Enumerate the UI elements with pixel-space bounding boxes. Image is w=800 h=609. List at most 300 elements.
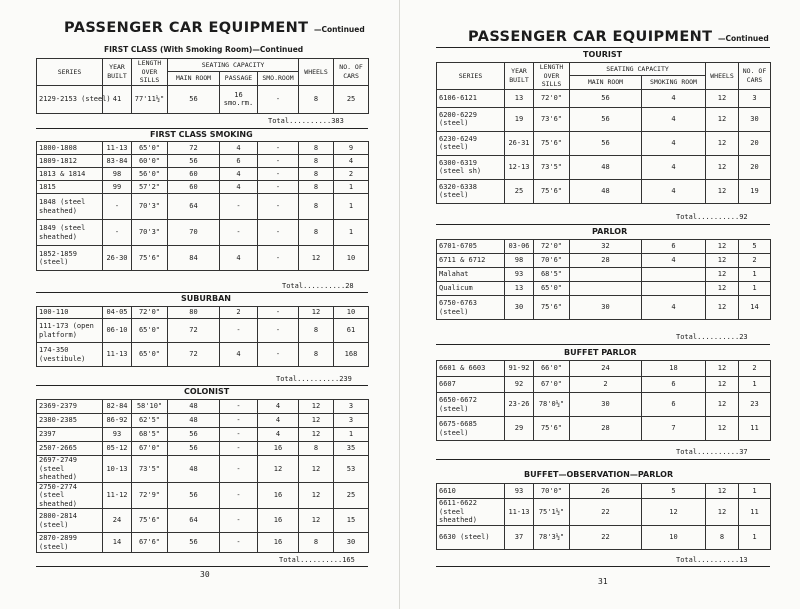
cell-series: 6630 (steel) (437, 525, 505, 549)
cell-wheels: 12 (706, 282, 739, 296)
cell-smoking-room: - (258, 319, 299, 343)
divider (36, 566, 368, 567)
cell-wheels: 12 (706, 296, 739, 320)
cell-length: 73'5" (534, 155, 570, 179)
cell-length: 67'6" (132, 533, 168, 553)
cell-wheels: 12 (706, 499, 739, 526)
cell-year: 11-13 (505, 499, 534, 526)
cell-series: 1852-1859 (steel) (37, 246, 103, 271)
cell-smoking-room: - (258, 155, 299, 168)
cell-wheels: 12 (299, 509, 334, 533)
cell-series: 2507-2665 (37, 442, 103, 456)
cell-year: 03-06 (505, 240, 534, 254)
cell-passage: - (220, 482, 258, 509)
cell-year: - (103, 220, 132, 246)
table-row (37, 343, 369, 367)
col-header-main-room: MAIN ROOM (168, 72, 220, 85)
cell-smoking-room: 4 (642, 296, 706, 320)
cell-wheels: 12 (706, 361, 739, 377)
cell-wheels: 8 (299, 319, 334, 343)
table-row (437, 484, 771, 499)
cell-main-room: 72 (168, 343, 220, 367)
page-title-text: PASSENGER CAR EQUIPMENT (468, 29, 713, 45)
cell-series: 6675-6685 (steel) (437, 417, 505, 441)
table-row (437, 417, 771, 441)
cell-smoking-room: 18 (642, 361, 706, 377)
section-total: Total..........165 (279, 556, 355, 564)
col-header-length: LENGTH OVER SILLS (534, 63, 570, 90)
page-number: 30 (200, 570, 210, 579)
cell-smoking-room: 10 (642, 525, 706, 549)
cell-main-room: 24 (570, 361, 642, 377)
cell-year: 26-30 (103, 246, 132, 271)
cell-length: 70'6" (534, 254, 570, 268)
cell-cars: 1 (739, 268, 771, 282)
cell-passage: - (220, 194, 258, 220)
cell-length: 75'6" (132, 509, 168, 533)
col-header-year-built: YEAR BUILT (103, 59, 132, 86)
section-title: FIRST CLASS SMOKING (150, 130, 253, 139)
cell-year: 13 (505, 282, 534, 296)
suburban-table (36, 306, 369, 367)
cell-length: 75'6" (534, 417, 570, 441)
cell-main-room: 60 (168, 181, 220, 194)
cell-passage: - (220, 319, 258, 343)
cell-cars: 1 (334, 220, 369, 246)
table-row (37, 194, 369, 220)
cell-cars: 1 (334, 181, 369, 194)
table-row (37, 533, 369, 553)
table-row (437, 393, 771, 417)
cell-year: 26-31 (505, 131, 534, 155)
cell-length: 75'1½" (534, 499, 570, 526)
cell-smoking-room: - (258, 142, 299, 155)
cell-cars: 2 (739, 361, 771, 377)
cell-main-room: 70 (168, 220, 220, 246)
table-row (437, 155, 771, 179)
cell-cars: 14 (739, 296, 771, 320)
table-row (437, 499, 771, 526)
cell-series: 6300-6319 (steel sh) (437, 155, 505, 179)
divider (436, 566, 770, 567)
cell-series: Malahat (437, 268, 505, 282)
cell-wheels: 12 (706, 254, 739, 268)
parlor-table (436, 239, 771, 320)
cell-smoking-room: - (258, 246, 299, 271)
cell-main-room: 32 (570, 240, 642, 254)
cell-cars: 30 (334, 533, 369, 553)
cell-main-room: 56 (570, 131, 642, 155)
first-class-smoking-room-table (36, 58, 369, 114)
header-row (37, 59, 369, 72)
cell-main-room: 30 (570, 393, 642, 417)
cell-smoking-room: 4 (642, 155, 706, 179)
cell-length: 66'0" (534, 361, 570, 377)
cell-cars: 9 (334, 142, 369, 155)
cell-year: 11-13 (103, 142, 132, 155)
cell-cars: 1 (334, 194, 369, 220)
table-row (437, 296, 771, 320)
cell-main-room: 56 (168, 533, 220, 553)
continued-label: —Continued (717, 34, 769, 43)
col-header-year-built: YEAR BUILT (505, 63, 534, 90)
cell-length: 65'0" (132, 142, 168, 155)
table-row (37, 155, 369, 168)
cell-cars: 20 (739, 155, 771, 179)
cell-main-room: 56 (168, 442, 220, 456)
cell-passage: 4 (220, 142, 258, 155)
cell-year: 82-84 (103, 400, 132, 414)
cell-main-room: 56 (570, 89, 642, 107)
divider (36, 385, 368, 386)
cell-length: 62'5" (132, 414, 168, 428)
cell-series: 6607 (437, 377, 505, 393)
cell-length: 72'0" (132, 307, 168, 319)
cell-cars: 30 (739, 107, 771, 131)
cell-length: 56'0" (132, 168, 168, 181)
cell-length: 57'2" (132, 181, 168, 194)
cell-wheels: 12 (706, 268, 739, 282)
cell-length: 70'0" (534, 484, 570, 499)
col-header-series: SERIES (37, 59, 103, 86)
divider (36, 128, 368, 129)
cell-series: 2800-2814 (steel) (37, 509, 103, 533)
cell-series: 100-110 (37, 307, 103, 319)
cell-cars: 10 (334, 246, 369, 271)
cell-series: 6200-6229 (steel) (437, 107, 505, 131)
cell-smoking-room: - (258, 307, 299, 319)
table-row (37, 307, 369, 319)
right-page (400, 0, 800, 609)
cell-passage: 16 smo.rm. (220, 85, 258, 113)
cell-length: 65'0" (534, 282, 570, 296)
section-title: SUBURBAN (181, 294, 231, 303)
cell-length: 78'0½" (534, 393, 570, 417)
section-title: FIRST CLASS (With Smoking Room)—Continued (104, 45, 304, 54)
table-row (437, 525, 771, 549)
section-title: BUFFET—OBSERVATION—PARLOR (524, 470, 674, 479)
cell-cars: 25 (334, 85, 369, 113)
cell-series: 2750-2774 (steel sheathed) (37, 482, 103, 509)
cell-passage: - (220, 428, 258, 442)
cell-length: 73'5" (132, 456, 168, 483)
table-row (437, 240, 771, 254)
cell-cars: 10 (334, 307, 369, 319)
col-header-wheels: WHEELS (706, 63, 739, 90)
cell-series: 6611-6622 (steel sheathed) (437, 499, 505, 526)
cell-series: 6711 & 6712 (437, 254, 505, 268)
cell-smoking-room: 12 (642, 499, 706, 526)
cell-length: 65'0" (132, 343, 168, 367)
cell-wheels: 12 (299, 428, 334, 442)
cell-smoking-room: - (258, 181, 299, 194)
page-title-text: PASSENGER CAR EQUIPMENT (64, 20, 309, 36)
cell-wheels: 8 (299, 155, 334, 168)
cell-cars: 19 (739, 179, 771, 203)
cell-cars: 2 (334, 168, 369, 181)
cell-series: 1809-1812 (37, 155, 103, 168)
cell-smoking-room: 16 (258, 533, 299, 553)
cell-year: 12-13 (505, 155, 534, 179)
cell-series: 6750-6763 (steel) (437, 296, 505, 320)
cell-cars: 35 (334, 442, 369, 456)
cell-passage: 4 (220, 246, 258, 271)
cell-series: 1815 (37, 181, 103, 194)
cell-length: 73'6" (534, 107, 570, 131)
cell-cars: 1 (739, 282, 771, 296)
cell-wheels: 12 (706, 179, 739, 203)
table-row (37, 142, 369, 155)
cell-smoking-room: 7 (642, 417, 706, 441)
cell-series: 6320-6338 (steel) (437, 179, 505, 203)
buffet-parlor-table (436, 360, 771, 441)
cell-series: 1813 & 1814 (37, 168, 103, 181)
cell-length: 68'5" (534, 268, 570, 282)
cell-year: 29 (505, 417, 534, 441)
table-row (37, 246, 369, 271)
cell-wheels: 12 (706, 417, 739, 441)
cell-passage: 6 (220, 155, 258, 168)
cell-year: 10-13 (103, 456, 132, 483)
table-row (37, 181, 369, 194)
table-row (437, 361, 771, 377)
cell-year: 98 (505, 254, 534, 268)
cell-cars: 1 (739, 525, 771, 549)
cell-cars: 53 (334, 456, 369, 483)
cell-year: 14 (103, 533, 132, 553)
section-title: BUFFET PARLOR (564, 348, 637, 357)
cell-year: 11-12 (103, 482, 132, 509)
cell-cars: 3 (334, 414, 369, 428)
cell-smoking-room: 6 (642, 240, 706, 254)
cell-wheels: 12 (706, 484, 739, 499)
cell-year: 93 (505, 484, 534, 499)
cell-series: 1849 (steel sheathed) (37, 220, 103, 246)
cell-main-room: 60 (168, 168, 220, 181)
continued-label: —Continued (313, 25, 365, 34)
cell-passage: - (220, 456, 258, 483)
cell-wheels: 12 (706, 131, 739, 155)
cell-wheels: 8 (299, 168, 334, 181)
cell-year: 93 (103, 428, 132, 442)
colonist-table (36, 399, 369, 553)
cell-smoking-room: 5 (642, 484, 706, 499)
divider (436, 459, 770, 460)
table-row (37, 442, 369, 456)
cell-series: 2397 (37, 428, 103, 442)
cell-year: 19 (505, 107, 534, 131)
cell-smoking-room (642, 268, 706, 282)
cell-year: 83-84 (103, 155, 132, 168)
section-total: Total..........13 (676, 556, 748, 564)
cell-smoking-room: 4 (642, 89, 706, 107)
header-row (437, 63, 771, 76)
cell-wheels: 12 (299, 307, 334, 319)
cell-main-room: 28 (570, 417, 642, 441)
cell-wheels: 8 (299, 194, 334, 220)
cell-cars: 11 (739, 499, 771, 526)
cell-series: 111-173 (open platform) (37, 319, 103, 343)
cell-year: 37 (505, 525, 534, 549)
cell-length: 75'6" (534, 296, 570, 320)
col-header-passage: PASSAGE (220, 72, 258, 85)
col-header-seating: SEATING CAPACITY (570, 63, 706, 76)
cell-smoking-room: 4 (258, 414, 299, 428)
divider (436, 224, 770, 225)
cell-series: 6106-6121 (437, 89, 505, 107)
cell-main-room: 48 (570, 155, 642, 179)
cell-cars: 1 (739, 484, 771, 499)
cell-smoking-room: 16 (258, 509, 299, 533)
col-header-length: LENGTH OVER SILLS (132, 59, 168, 86)
cell-length: 67'0" (534, 377, 570, 393)
table-row (37, 319, 369, 343)
cell-length: 58'10" (132, 400, 168, 414)
cell-main-room: 28 (570, 254, 642, 268)
cell-wheels: 12 (299, 414, 334, 428)
col-header-main-room: MAIN ROOM (570, 76, 642, 89)
cell-series: 6230-6249 (steel) (437, 131, 505, 155)
cell-series: 1800-1808 (37, 142, 103, 155)
col-header-wheels: WHEELS (299, 59, 334, 86)
divider (36, 292, 368, 293)
cell-wheels: 8 (299, 181, 334, 194)
page-title (64, 20, 365, 36)
cell-smoking-room: - (258, 343, 299, 367)
cell-series: 174-350 (vestibule) (37, 343, 103, 367)
cell-main-room: 64 (168, 194, 220, 220)
section-total: Total..........383 (268, 117, 344, 125)
cell-smoking-room: 4 (642, 254, 706, 268)
cell-series: 6701-6705 (437, 240, 505, 254)
cell-smoking-room: 4 (258, 400, 299, 414)
cell-wheels: 12 (706, 393, 739, 417)
table-row (437, 107, 771, 131)
cell-main-room: 84 (168, 246, 220, 271)
cell-smoking-room: 6 (642, 377, 706, 393)
col-header-cars: NO. OF CARS (334, 59, 369, 86)
cell-passage: - (220, 400, 258, 414)
cell-main-room: 26 (570, 484, 642, 499)
cell-smoking-room (642, 282, 706, 296)
cell-wheels: 12 (299, 246, 334, 271)
cell-cars: 1 (739, 377, 771, 393)
cell-smoking-room: 12 (258, 456, 299, 483)
cell-smoking-room: 6 (642, 393, 706, 417)
section-total: Total..........37 (676, 448, 748, 456)
table-row (437, 268, 771, 282)
cell-passage: - (220, 509, 258, 533)
cell-main-room: 72 (168, 319, 220, 343)
cell-year: 05-12 (103, 442, 132, 456)
cell-main-room: 48 (570, 179, 642, 203)
cell-wheels: 8 (299, 220, 334, 246)
cell-year: 11-13 (103, 343, 132, 367)
table-row (437, 89, 771, 107)
cell-main-room: 56 (168, 482, 220, 509)
table-row (37, 509, 369, 533)
cell-main-room: 30 (570, 296, 642, 320)
cell-main-room: 56 (168, 85, 220, 113)
divider (436, 47, 770, 48)
cell-cars: 5 (739, 240, 771, 254)
cell-main-room (570, 268, 642, 282)
cell-year: 93 (505, 268, 534, 282)
cell-smoking-room: 16 (258, 482, 299, 509)
table-row (37, 168, 369, 181)
table-row (37, 482, 369, 509)
cell-cars: 20 (739, 131, 771, 155)
cell-length: 60'0" (132, 155, 168, 168)
cell-wheels: 8 (299, 85, 334, 113)
cell-year: 86-92 (103, 414, 132, 428)
cell-cars: 23 (739, 393, 771, 417)
cell-wheels: 12 (299, 456, 334, 483)
cell-year: 04-05 (103, 307, 132, 319)
cell-cars: 2 (739, 254, 771, 268)
table-row (437, 254, 771, 268)
cell-smoking-room: - (258, 168, 299, 181)
cell-series: 6601 & 6603 (437, 361, 505, 377)
cell-year: - (103, 194, 132, 220)
cell-series: 2380-2385 (37, 414, 103, 428)
cell-wheels: 12 (299, 482, 334, 509)
cell-year: 13 (505, 89, 534, 107)
section-title: COLONIST (184, 387, 230, 396)
cell-series: 2870-2899 (steel) (37, 533, 103, 553)
cell-main-room: 22 (570, 525, 642, 549)
cell-wheels: 12 (706, 240, 739, 254)
cell-year: 98 (103, 168, 132, 181)
cell-main-room: 56 (168, 155, 220, 168)
table-row (437, 282, 771, 296)
table-row (37, 220, 369, 246)
divider (436, 344, 770, 345)
cell-length: 77'11½" (132, 85, 168, 113)
cell-passage: 4 (220, 181, 258, 194)
table-row (437, 179, 771, 203)
cell-passage: 4 (220, 343, 258, 367)
table-row (37, 456, 369, 483)
section-title: PARLOR (592, 227, 628, 236)
cell-main-room: 64 (168, 509, 220, 533)
cell-series: 2369-2379 (37, 400, 103, 414)
cell-main-room: 2 (570, 377, 642, 393)
cell-series: 2129-2153 (steel) (37, 85, 103, 113)
cell-year: 91-92 (505, 361, 534, 377)
cell-smoking-room: 4 (642, 107, 706, 131)
cell-cars: 3 (739, 89, 771, 107)
cell-year: 30 (505, 296, 534, 320)
cell-cars: 4 (334, 155, 369, 168)
cell-passage: - (220, 533, 258, 553)
cell-wheels: 12 (706, 155, 739, 179)
cell-passage: 4 (220, 168, 258, 181)
cell-passage: - (220, 414, 258, 428)
cell-year: 23-26 (505, 393, 534, 417)
cell-wheels: 8 (706, 525, 739, 549)
cell-wheels: 8 (299, 442, 334, 456)
col-header-cars: NO. OF CARS (739, 63, 771, 90)
cell-cars: 25 (334, 482, 369, 509)
table-row (437, 377, 771, 393)
cell-year: 41 (103, 85, 132, 113)
cell-main-room (570, 282, 642, 296)
cell-length: 70'3" (132, 220, 168, 246)
cell-main-room: 80 (168, 307, 220, 319)
section-title: TOURIST (583, 50, 623, 59)
cell-length: 67'0" (132, 442, 168, 456)
